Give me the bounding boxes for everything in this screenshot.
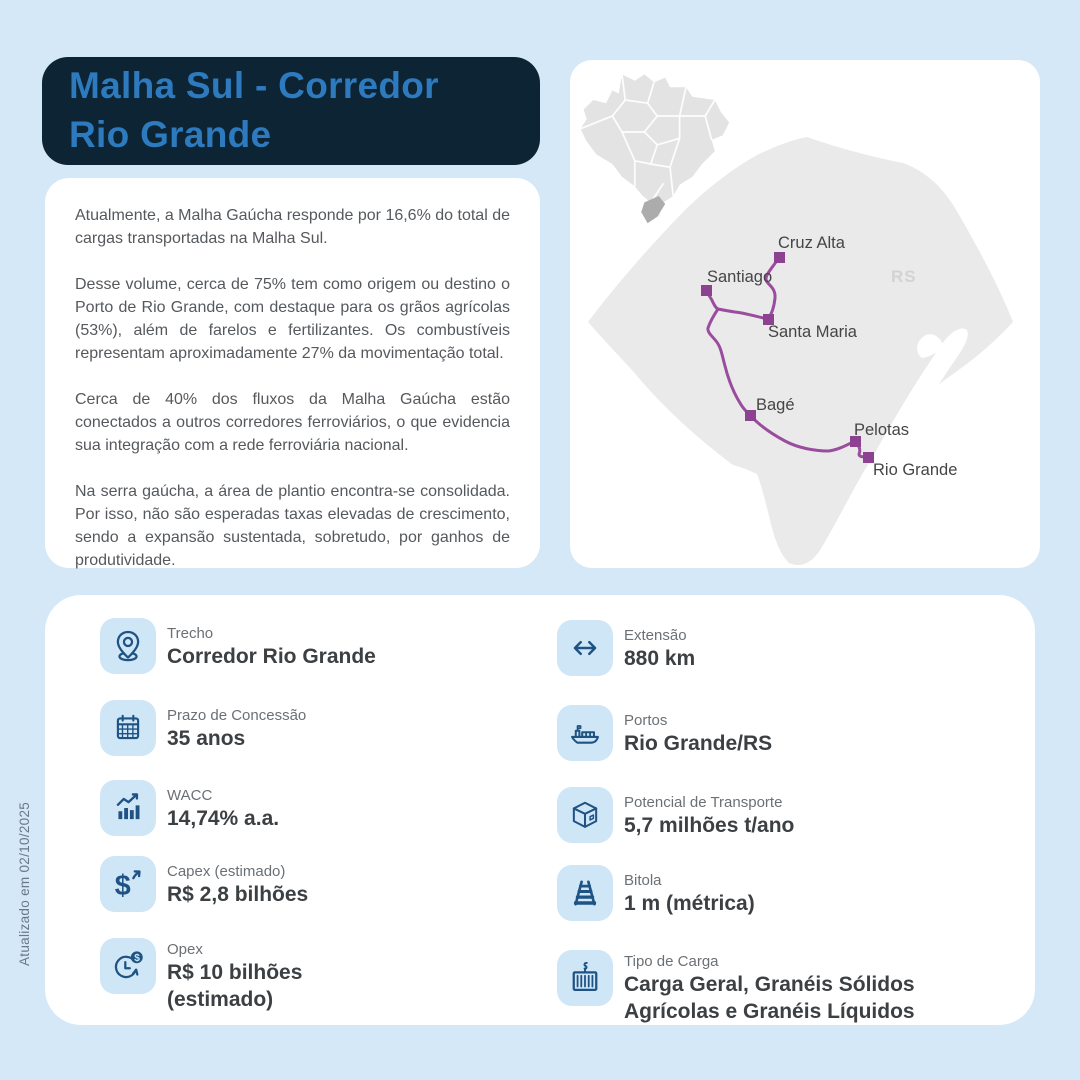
description-paragraph: Na serra gaúcha, a área de plantio encontra-se consolidada. Por isso, não são esperadas taxas elevadas de crescimento, sendo a expansão sustentada, sobretudo, por ganhos de produtividade. (75, 483, 510, 570)
stat-label: Prazo de Concessão (167, 706, 307, 724)
stats-card (45, 595, 1035, 1025)
description-paragraph: Atualmente, a Malha Gaúcha responde por 16,6% do total de cargas transportadas na Malha Sul. (75, 207, 510, 248)
svg-text:$: $ (114, 870, 131, 901)
stat-bitola (557, 865, 755, 921)
stat-potencial-transporte (557, 787, 794, 843)
stat-tipo-de-carga (557, 950, 954, 1026)
stat-trecho (100, 618, 376, 674)
rs-region-label: RS (891, 267, 917, 286)
stat-label: Portos (624, 711, 668, 729)
stat-value: 5,7 milhões t/ano (624, 813, 795, 837)
package-box-icon (557, 787, 613, 843)
stat-label: Tipo de Carga (624, 953, 719, 970)
stat-label: WACC (167, 786, 213, 804)
page-title (69, 62, 540, 160)
map-card (570, 60, 1040, 568)
stat-value: R$ 10 bilhões (estimado) (167, 961, 303, 1011)
city-label-santa-maria: Santa Maria (768, 323, 857, 341)
stat-label: Potencial de Transporte (624, 793, 783, 811)
page-title-line2: Rio Grande (69, 114, 272, 155)
stat-value: 14,74% a.a. (167, 806, 280, 830)
location-pin-icon (100, 618, 156, 674)
title-card (42, 57, 540, 165)
container-crane-icon (557, 950, 613, 1006)
stat-label: Extensão (624, 626, 687, 644)
dollar-up-arrow-icon (100, 856, 156, 912)
city-label-pelotas: Pelotas (854, 421, 910, 439)
clock-dollar-icon (100, 938, 156, 994)
city-label-bage: Bagé (756, 396, 795, 414)
stat-value: Carga Geral, Granéis Sólidos Agrícolas e Granéis Líquidos (624, 973, 915, 1023)
city-label-santiago: Santiago (707, 268, 773, 286)
stat-value: 35 anos (167, 726, 246, 750)
stat-wacc (100, 780, 279, 836)
chart-growth-icon (100, 780, 156, 836)
description-paragraph: Desse volume, cerca de 75% tem como origem ou destino o Porto de Rio Grande, com destaque para os grãos agrícolas (53%), além de farelos e fertilizantes. Os combustíveis representam aproximadamente 27% da movimentação total. (75, 276, 510, 363)
stat-opex (100, 938, 357, 1014)
stat-value: Rio Grande/RS (624, 731, 773, 755)
stat-extensao (557, 620, 695, 676)
city-label-rio-grande: Rio Grande (873, 461, 958, 479)
updated-date-label: Atualizado em 02/10/2025 (17, 801, 32, 966)
brazil-rs-highlight (641, 196, 665, 223)
city-label-cruz-alta: Cruz Alta (778, 234, 845, 252)
stat-label: Capex (estimado) (167, 862, 286, 880)
calendar-icon (100, 700, 156, 756)
stat-portos (557, 705, 772, 761)
brazil-inset-map (574, 68, 734, 236)
stat-value: R$ 2,8 bilhões (167, 882, 309, 906)
stat-prazo-concessao (100, 700, 306, 756)
stat-label: Bitola (624, 871, 662, 889)
stat-label: Opex (167, 941, 203, 958)
stat-label: Trecho (167, 624, 214, 642)
cargo-ship-icon (557, 705, 613, 761)
stat-value: 880 km (624, 646, 696, 670)
description-card (45, 178, 540, 568)
horizontal-arrows-icon (557, 620, 613, 676)
description-paragraph: Cerca de 40% dos fluxos da Malha Gaúcha estão conectados a outros corredores ferroviários, o que evidencia sua integração com a rede ferroviária nacional. (75, 391, 510, 455)
stat-capex (100, 856, 308, 912)
svg-text:$: $ (134, 952, 140, 964)
stat-value: 1 m (métrica) (624, 891, 755, 915)
page-title-line1: Malha Sul - Corredor (69, 65, 439, 107)
stat-value: Corredor Rio Grande (167, 644, 376, 668)
railway-track-icon (557, 865, 613, 921)
